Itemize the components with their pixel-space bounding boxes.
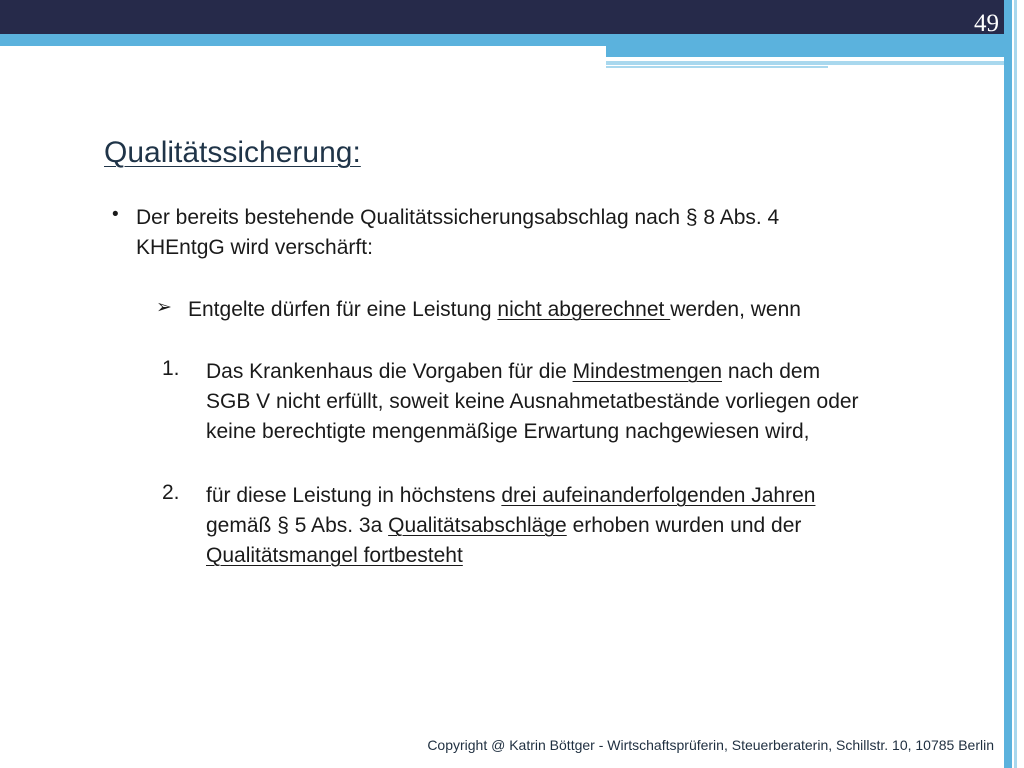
item-2-underlined-1: drei aufeinanderfolgenden Jahren xyxy=(501,484,816,507)
header-bar xyxy=(0,0,1004,34)
header-stripe-thin-short xyxy=(606,66,828,68)
header-stripe-right xyxy=(606,46,1004,57)
sub-suffix: werden, wenn xyxy=(670,298,801,321)
bullet-dot-icon: • xyxy=(112,204,119,225)
item-1-line-3: keine berechtigte mengenmäßige Erwartung nachgewiesen wird, xyxy=(206,420,810,443)
sub-bullet-text xyxy=(188,295,968,325)
bullet-line-2: KHEntgG wird verschärft: xyxy=(136,236,373,259)
item-2-a: für diese Leistung in höchstens xyxy=(206,484,502,507)
right-rail xyxy=(1004,0,1012,768)
item-1-text xyxy=(206,357,986,447)
item-2-line-2a: gemäß § 5 Abs. 3a xyxy=(206,514,389,537)
item-2-line-2b: erhoben wurden und der xyxy=(566,514,802,537)
bullet-text xyxy=(136,203,896,263)
header-stripe xyxy=(0,34,1004,46)
item-2-underlined-3: Qualitätsmangel fortbesteht xyxy=(206,544,463,567)
slide-title: Qualitätssicherung: xyxy=(104,136,361,169)
page-number: 49 xyxy=(974,10,999,37)
item-1-number: 1. xyxy=(162,357,180,380)
item-1-line-2: SGB V nicht erfüllt, soweit keine Ausnahmetatbestände vorliegen oder xyxy=(206,390,859,413)
item-2-number: 2. xyxy=(162,481,180,504)
copyright-footer: Copyright @ Katrin Böttger - Wirtschaftsprüferin, Steuerberaterin, Schillstr. 10, 10785 Berlin xyxy=(427,737,994,753)
arrow-bullet-icon: ➢ xyxy=(156,297,172,318)
item-2-underlined-2: Qualitätsabschläge xyxy=(388,514,567,537)
item-1-underlined: Mindestmengen xyxy=(572,360,722,383)
item-2-text xyxy=(206,481,986,571)
header-stripe-thin xyxy=(606,61,1004,65)
right-rail-thin xyxy=(1014,0,1017,768)
item-1-a: Das Krankenhaus die Vorgaben für die xyxy=(206,360,573,383)
item-1-b: nach dem xyxy=(722,360,821,383)
sub-underlined: nicht abgerechnet xyxy=(497,298,671,321)
bullet-line-1: Der bereits bestehende Qualitätssicherungsabschlag nach § 8 Abs. 4 xyxy=(136,206,780,229)
sub-prefix: Entgelte dürfen für eine Leistung xyxy=(188,298,498,321)
